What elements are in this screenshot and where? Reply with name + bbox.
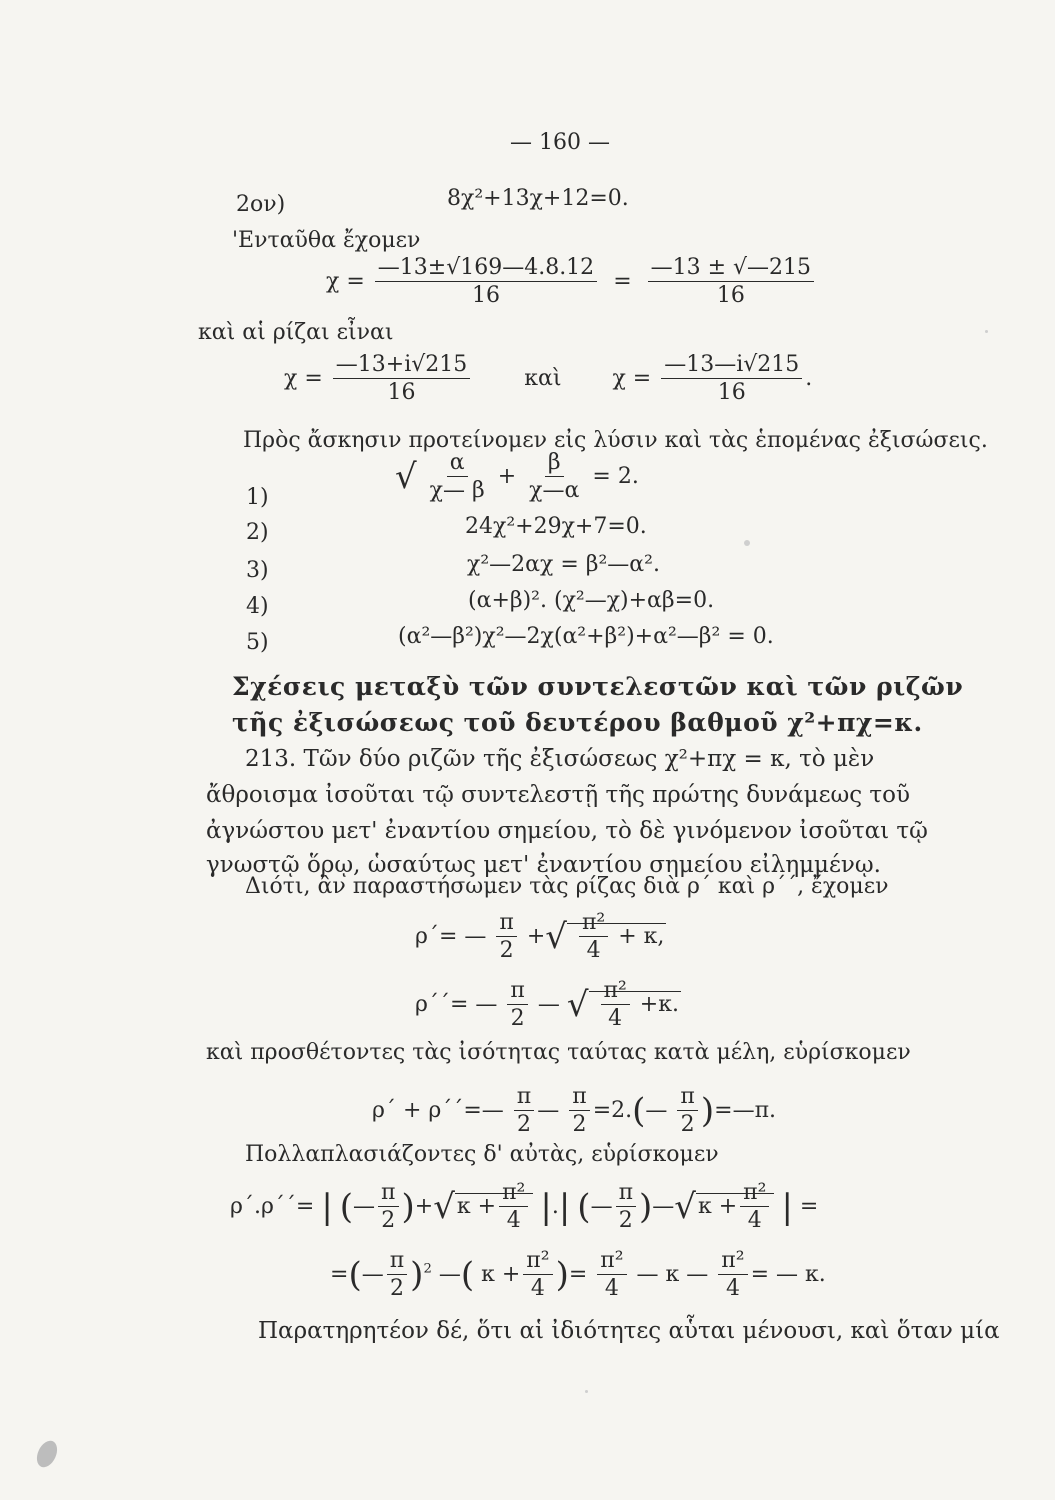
radicand	[455, 1180, 533, 1234]
plus: +	[477, 1193, 497, 1219]
rho1: ρ΄	[230, 1193, 254, 1219]
fraction-pi-half	[677, 1084, 697, 1138]
left-paren: (	[577, 1186, 591, 1227]
denominator: 4	[604, 1276, 619, 1302]
fraction-pi2-quarter	[499, 1180, 528, 1234]
exercise-equation-1	[395, 450, 639, 504]
right-paren: )	[700, 1090, 715, 1131]
fraction-denominator: 16	[471, 283, 500, 309]
paragraph-line: 213. Τῶν δύο ριζῶν τῆς ἐξισώσεως χ²+πχ = κ, τὸ μὲν	[245, 746, 875, 772]
exercise-label-4: 4)	[246, 594, 269, 619]
denominator: 2	[618, 1208, 633, 1234]
denominator: 2	[381, 1208, 396, 1234]
left-paren: (	[460, 1254, 475, 1295]
fraction-pi2-quarter	[601, 978, 630, 1032]
dot: .	[551, 1193, 559, 1219]
exercise-equation-5: (α²—β²)χ²—2χ(α²+β²)+α²—β² = 0.	[398, 624, 774, 649]
numerator: π²	[597, 1248, 626, 1275]
period: .	[805, 365, 813, 391]
bar: |	[781, 1186, 793, 1227]
text-adding: καὶ προσθέτοντες τὰς ἰσότητας ταύτας κατὰ μέλη, εὑρίσκομεν	[206, 1040, 911, 1065]
numerator: π	[569, 1084, 589, 1111]
kappa: κ	[658, 991, 672, 1017]
bar: |	[321, 1186, 333, 1227]
equals: =	[449, 991, 469, 1017]
scan-speck	[985, 330, 988, 333]
minus: —	[481, 1097, 504, 1123]
bar: |	[558, 1186, 571, 1227]
numerator-beta: β	[545, 450, 564, 477]
fraction-pi-half	[616, 1180, 636, 1234]
fraction-pi-half	[514, 1084, 534, 1138]
fraction-beta	[526, 450, 582, 504]
equals: =	[463, 1097, 482, 1123]
right-paren: )	[410, 1254, 424, 1295]
minus: —	[645, 1097, 668, 1123]
sqrt-sign: √	[674, 1186, 696, 1227]
dot: .	[769, 1097, 777, 1123]
equals: =	[295, 1193, 315, 1219]
fraction-pi2-quarter	[718, 1248, 747, 1302]
paragraph-line: ἀγνώστου μετ' ἐναντίου σημείου, τὸ δὲ γινόμενον ἰσοῦται τῷ	[206, 818, 928, 844]
equals: =	[568, 1261, 588, 1287]
numerator: π	[677, 1084, 697, 1111]
x-equals: χ =	[284, 365, 323, 391]
dot: .	[253, 1193, 261, 1219]
numerator-alpha: α	[447, 450, 468, 477]
kappa: κ	[665, 1261, 680, 1287]
exercise-label-2: 2)	[246, 520, 269, 545]
equals-two: = 2.	[592, 463, 639, 489]
fraction-pi2-quarter	[597, 1248, 626, 1302]
x-equals: χ =	[612, 365, 652, 391]
plus: +	[526, 923, 546, 949]
text-dioti: Διότι, ἂν παραστήσωμεν τὰς ρίζας διὰ ρ΄ καὶ ρ΄΄, ἔχομεν	[245, 874, 889, 899]
root-2-numerator: —13—i√215	[661, 352, 802, 379]
radicand	[696, 1180, 774, 1234]
numerator: π	[514, 1084, 534, 1111]
x-equals: χ =	[326, 268, 365, 294]
fraction-pi-half	[569, 1084, 589, 1138]
rho1-equation	[415, 910, 666, 964]
scan-speck	[585, 1390, 588, 1393]
equation-label-2: 2ον)	[236, 192, 286, 217]
root-2	[661, 352, 802, 406]
minus: —	[776, 1261, 799, 1287]
sum-equation	[372, 1084, 776, 1138]
plus: +	[718, 1193, 738, 1219]
text-roots-intro: καὶ αἱ ρίζαι εἶναι	[198, 320, 394, 345]
dot: .	[671, 991, 679, 1017]
equals: =	[714, 1097, 733, 1123]
equals: =	[330, 1261, 349, 1287]
denominator: 2	[499, 938, 514, 964]
denominator-x-minus-alpha: χ—α	[529, 478, 580, 504]
numerator: π²	[499, 1180, 528, 1207]
left-paren: (	[339, 1186, 354, 1227]
fraction-formula	[375, 255, 597, 309]
fraction-numerator: —13±√169—4.8.12	[375, 255, 597, 282]
rho2: ρ΄΄	[428, 1097, 464, 1123]
sqrt-sign: √	[566, 984, 589, 1025]
fraction-pi-half	[507, 978, 527, 1032]
denominator: 4	[747, 1208, 762, 1234]
kappa: κ	[805, 1261, 819, 1287]
fraction-pi2-quarter	[579, 910, 608, 964]
kappa: κ	[481, 1261, 495, 1287]
conjunction-kai: καὶ	[524, 365, 562, 391]
denominator-x-minus-beta: χ— β	[429, 478, 485, 504]
minus: —	[537, 991, 560, 1017]
rho1: ρ΄	[372, 1097, 396, 1123]
minus: —	[686, 1261, 709, 1287]
fraction-numerator: —13 ± √—215	[648, 255, 814, 282]
text-last-line: Παρατηρητέον δέ, ὅτι αἱ ἰδιότητες αὗται μένουσι, καὶ ὅταν μία	[258, 1318, 1000, 1344]
kappa: κ	[456, 1193, 471, 1219]
paragraph-line: γνωστῷ ὅρῳ, ὡσαύτως μετ' ἐναντίου σημείου εἰλημμένῳ.	[206, 852, 881, 878]
equals: =	[750, 1261, 770, 1287]
denominator: 4	[586, 938, 601, 964]
equals: =	[438, 923, 458, 949]
kappa: κ	[697, 1193, 712, 1219]
product-equation-1	[230, 1180, 818, 1234]
scan-smudge	[33, 1438, 61, 1471]
minus: —	[732, 1097, 755, 1123]
fraction-pi-half	[387, 1248, 407, 1302]
kappa: κ	[643, 923, 658, 949]
solution-formula	[326, 255, 817, 309]
denominator: 2	[516, 1112, 531, 1138]
numerator: π	[378, 1180, 398, 1207]
radicand	[567, 910, 666, 964]
minus: —	[636, 1261, 659, 1287]
exercise-label-3: 3)	[246, 558, 269, 583]
equals: =	[592, 1097, 612, 1123]
roots-line	[284, 352, 812, 406]
exponent: 2	[423, 1261, 432, 1277]
minus: —	[464, 923, 487, 949]
two: 2	[611, 1097, 626, 1123]
plus-sign: +	[497, 463, 517, 489]
exercise-label-5: 5)	[246, 630, 269, 655]
fraction-pi2-quarter	[523, 1248, 552, 1302]
fraction-simplified	[648, 255, 814, 309]
minus: —	[537, 1097, 560, 1123]
exercise-equation-4: (α+β)². (χ²—χ)+αβ=0.	[468, 588, 715, 613]
denominator: 4	[725, 1276, 740, 1302]
numerator: π	[507, 978, 527, 1005]
numerator: π	[496, 910, 516, 937]
text-entautha: 'Ενταῦθα ἔχομεν	[232, 228, 421, 253]
denominator: 2	[680, 1112, 695, 1138]
exercise-equation-2: 24χ²+29χ+7=0.	[465, 514, 647, 539]
paragraph-line: ἄθροισμα ἰσοῦται τῷ συντελεστῇ τῆς πρώτης δυνάμεως τοῦ	[206, 782, 910, 808]
numerator: π	[387, 1248, 407, 1275]
plus: +	[618, 923, 637, 949]
root-1	[333, 352, 470, 406]
denominator: 4	[506, 1208, 521, 1234]
bar: |	[540, 1186, 552, 1227]
numerator: π	[616, 1180, 636, 1207]
text-multiplying: Πολλαπλασιάζοντες δ' αὐτὰς, εὑρίσκομεν	[245, 1142, 719, 1167]
sqrt-sign: √	[433, 1186, 455, 1227]
comma: ,	[657, 923, 665, 949]
section-heading-line-2: τῆς ἐξισώσεως τοῦ δευτέρου βαθμοῦ χ²+πχ=κ.	[232, 708, 923, 737]
denominator: 2	[572, 1112, 587, 1138]
exercise-label-1: 1)	[246, 485, 269, 510]
root-2-denominator: 16	[717, 380, 746, 406]
scan-speck	[744, 540, 750, 546]
root-1-numerator: —13+i√215	[333, 352, 470, 379]
product-equation-2	[330, 1248, 826, 1302]
denominator: 2	[510, 1006, 525, 1032]
rho2-equation	[415, 978, 681, 1032]
denominator: 4	[530, 1276, 545, 1302]
pi: π	[754, 1097, 770, 1123]
left-paren: (	[632, 1090, 646, 1131]
numerator: π²	[523, 1248, 552, 1275]
minus: —	[438, 1261, 461, 1287]
fraction-pi-half	[496, 910, 516, 964]
rho2: ρ΄΄	[260, 1193, 296, 1219]
numerator: π²	[718, 1248, 747, 1275]
right-paren: )	[555, 1254, 569, 1295]
plus: +	[639, 991, 659, 1017]
rho1: ρ΄	[415, 923, 439, 949]
dot: .	[818, 1261, 826, 1287]
equation-2: 8χ²+13χ+12=0.	[447, 186, 629, 211]
minus: —	[361, 1261, 384, 1287]
right-paren: )	[401, 1186, 415, 1227]
dot: .	[625, 1097, 633, 1123]
fraction-pi-half	[378, 1180, 398, 1234]
sqrt-sign: √	[395, 456, 417, 497]
minus: —	[590, 1193, 613, 1219]
denominator: 4	[608, 1006, 623, 1032]
plus: +	[501, 1261, 521, 1287]
fraction-alpha	[427, 450, 488, 504]
plus: +	[414, 1193, 434, 1219]
sqrt-sign: √	[545, 916, 567, 957]
left-paren: (	[348, 1254, 362, 1295]
numerator: π²	[601, 978, 630, 1005]
plus: +	[402, 1097, 422, 1123]
fraction-denominator: 16	[716, 283, 745, 309]
text-exercise-intro: Πρὸς ἄσκησιν προτείνομεν εἰς λύσιν καὶ τὰς ἑπομένας ἐξισώσεις.	[243, 428, 988, 453]
root-1-denominator: 16	[387, 380, 416, 406]
minus: —	[353, 1193, 376, 1219]
equals-sign: =	[613, 268, 632, 294]
numerator: π²	[740, 1180, 769, 1207]
rho2: ρ΄΄	[415, 991, 450, 1017]
page-number: — 160 —	[510, 130, 610, 155]
section-heading-line-1: Σχέσεις μεταξὺ τῶν συντελεστῶν καὶ τῶν ριζῶν	[232, 672, 964, 701]
equals: =	[799, 1193, 819, 1219]
exercise-equation-3: χ²—2αχ = β²—α².	[467, 552, 660, 577]
denominator: 2	[389, 1276, 404, 1302]
minus: —	[652, 1193, 675, 1219]
minus: —	[475, 991, 498, 1017]
fraction-pi2-quarter	[740, 1180, 769, 1234]
radicand	[589, 978, 681, 1032]
numerator: π²	[579, 910, 608, 937]
right-paren: )	[639, 1186, 653, 1227]
